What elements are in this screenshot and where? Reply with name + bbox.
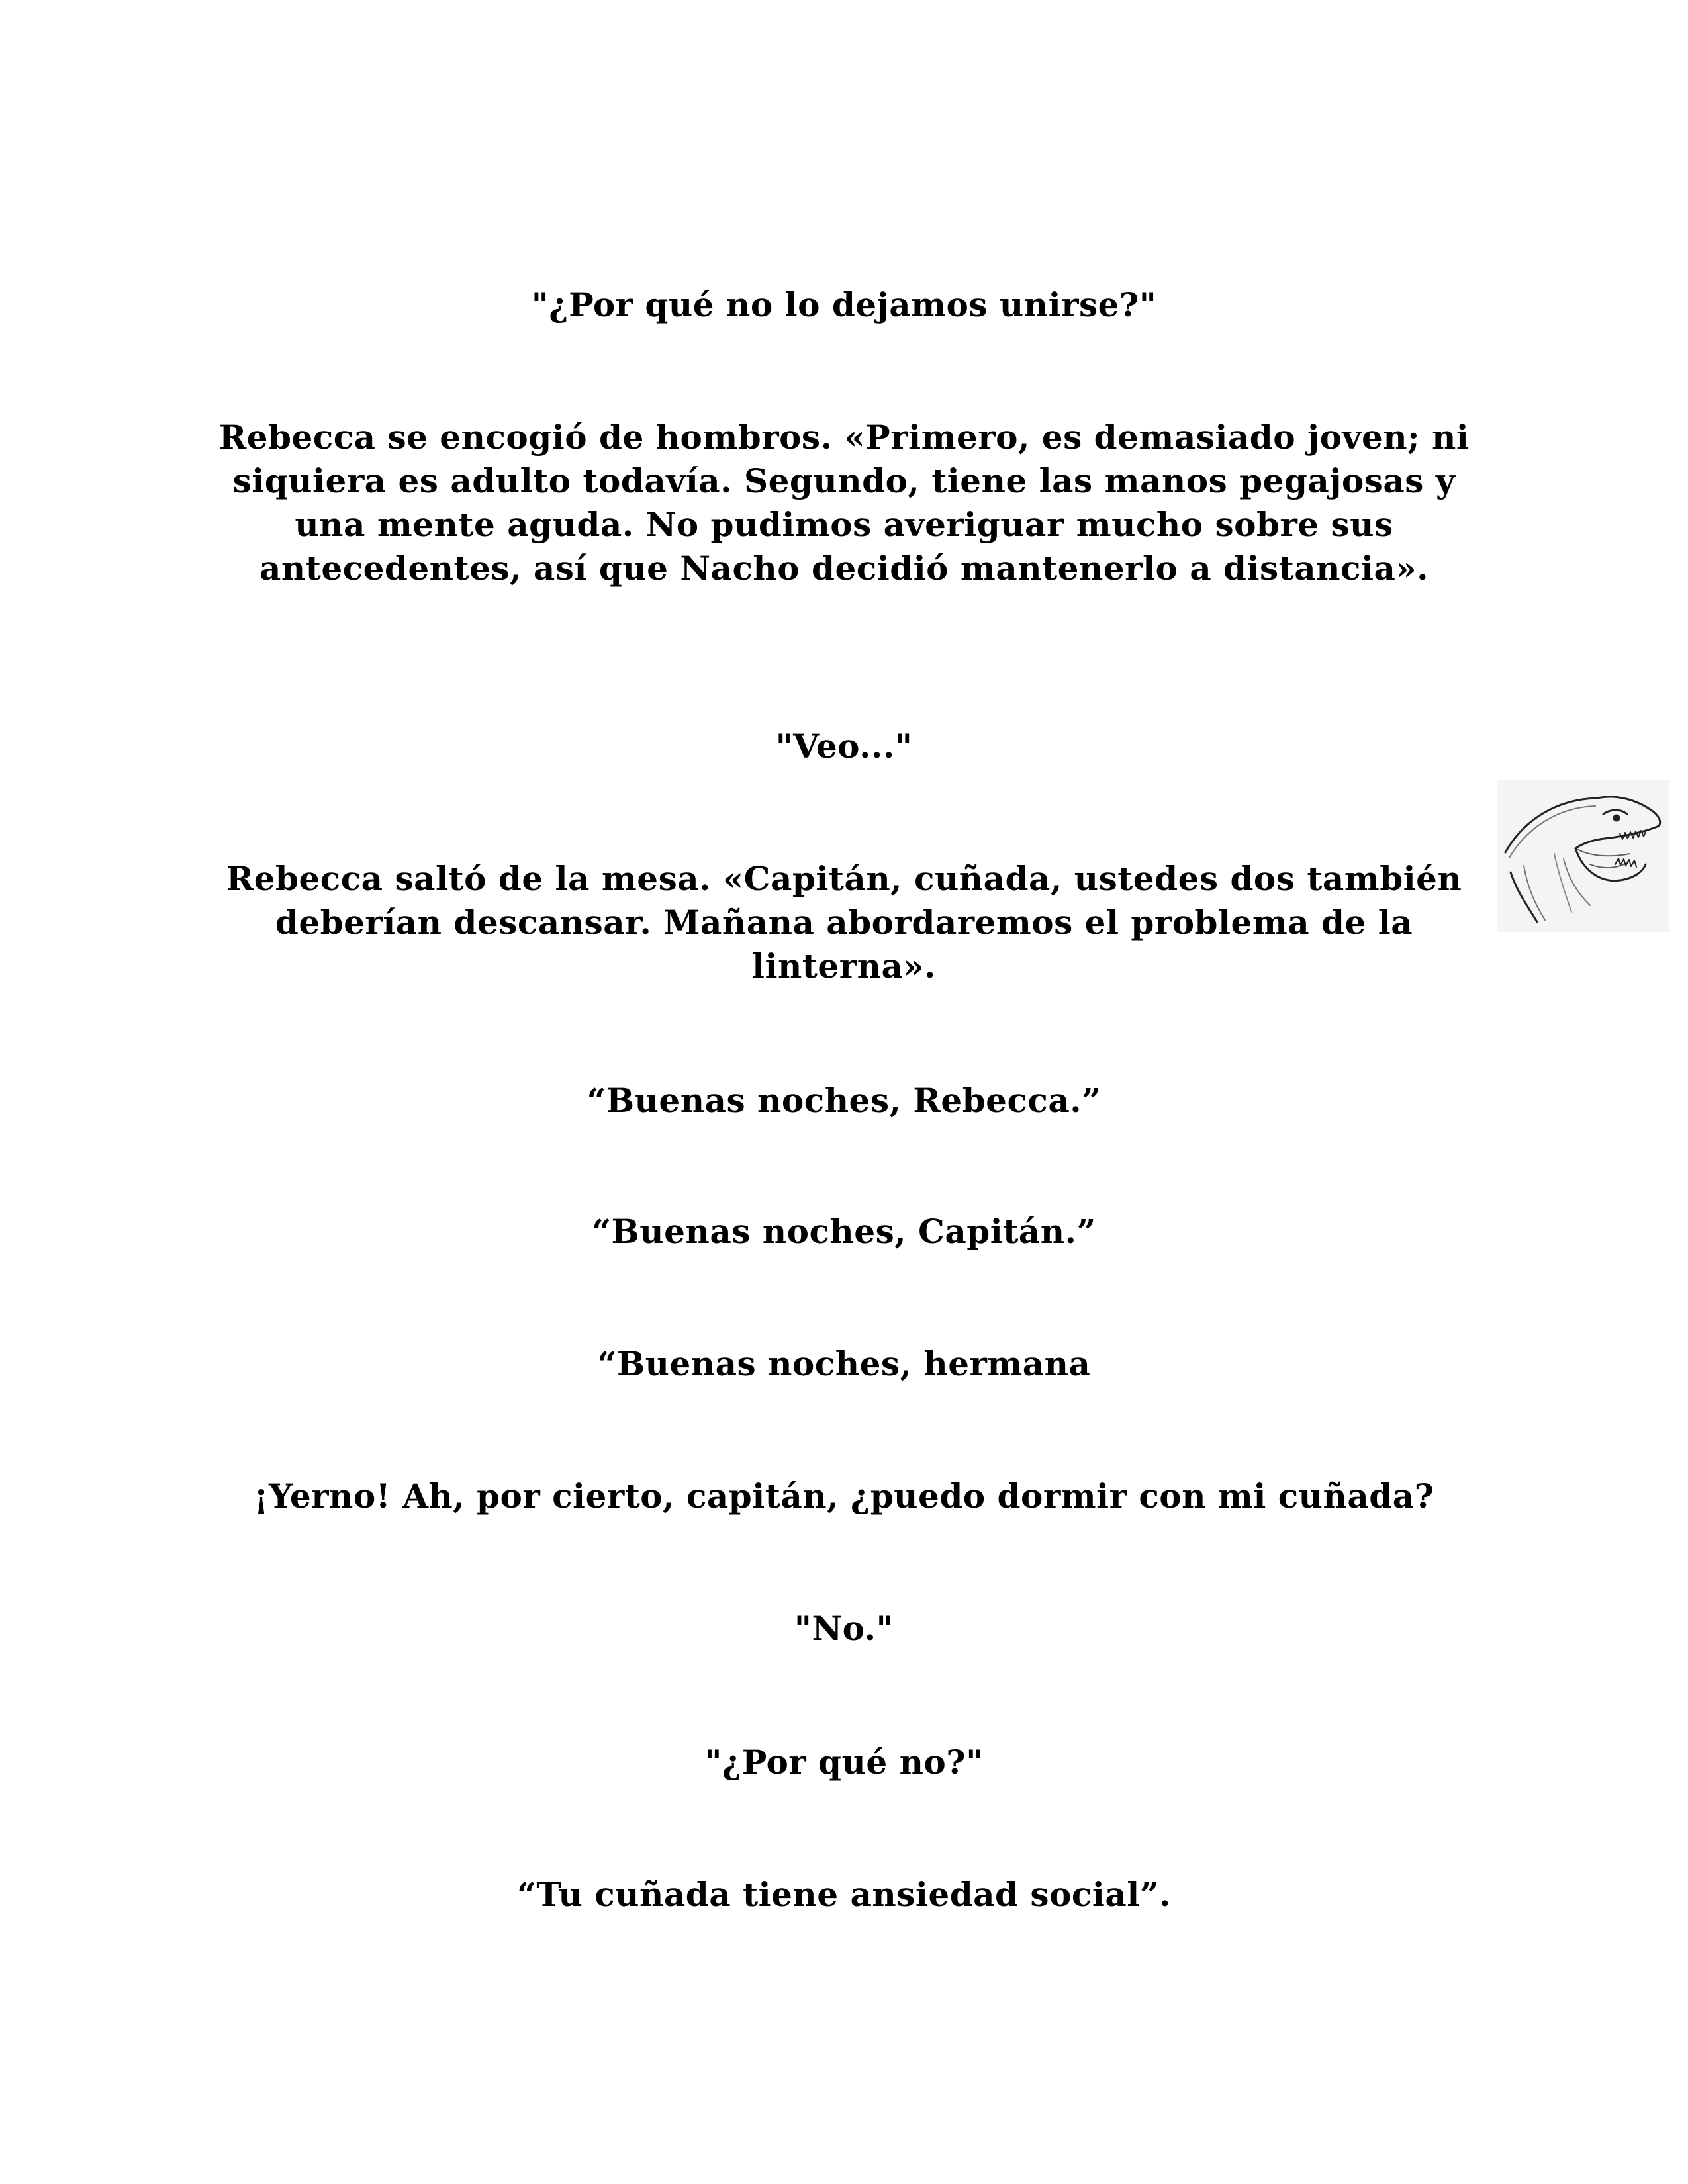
dinosaur-head-sketch-icon (1497, 780, 1669, 932)
paragraph-1: "¿Por qué no lo dejamos unirse?" (531, 285, 1157, 324)
paragraph-5: “Buenas noches, Rebecca.” (586, 1081, 1102, 1120)
paragraph-11: “Tu cuñada tiene ansiedad social”. (517, 1875, 1171, 1914)
paragraph-4: Rebecca saltó de la mesa. «Capitán, cuñada, ustedes dos también deberían descansar. Mañana abordaremos el problema de la linterna». (226, 859, 1462, 985)
paragraph-3: "Veo..." (775, 727, 913, 766)
paragraph-2: Rebecca se encogió de hombros. «Primero, es demasiado joven; ni siquiera es adulto todavía. Segundo, tiene las manos pegajosas y una mente aguda. No pudimos averiguar mucho sobre sus antecedentes, así que Nacho decidió mantenerlo a distancia». (218, 418, 1470, 588)
paragraph-8: ¡Yerno! Ah, por cierto, capitán, ¿puedo dormir con mi cuñada? (254, 1477, 1434, 1516)
paragraph-6: “Buenas noches, Capitán.” (592, 1212, 1096, 1251)
paragraph-9: "No." (794, 1609, 894, 1648)
paragraph-10: "¿Por qué no?" (704, 1743, 984, 1782)
paragraph-7: “Buenas noches, hermana (597, 1344, 1091, 1383)
